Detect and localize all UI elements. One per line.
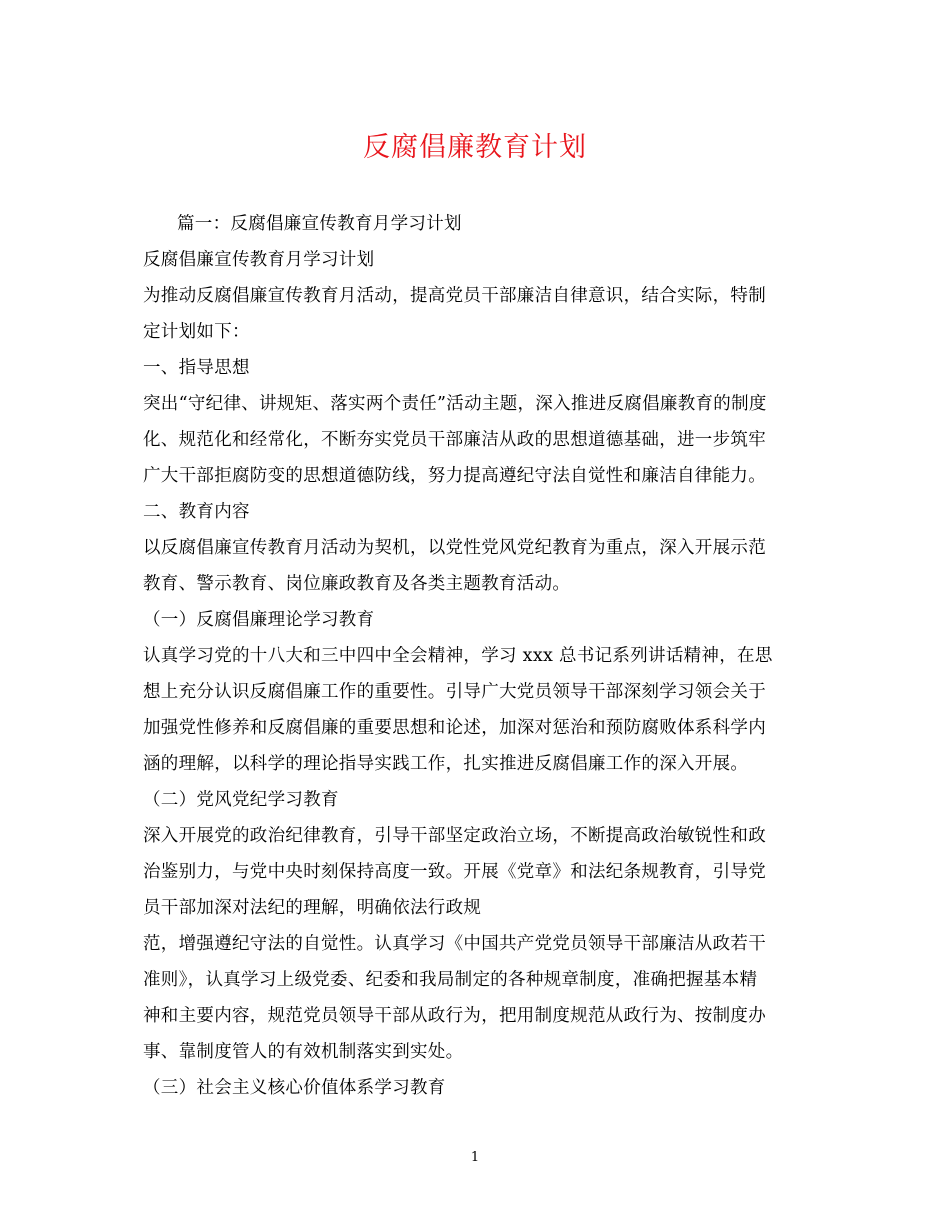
paragraph-line: 教育、警示教育、岗位廉政教育及各类主题教育活动。	[143, 574, 571, 594]
document-title: 反腐倡廉教育计划	[363, 132, 587, 163]
paragraph-line: 准则》，认真学习上级党委、纪委和我局制定的各种规章制度，准确把握基本精	[143, 970, 758, 990]
paragraph-line: 深入开展党的政治纪律教育，引导干部坚定政治立场，不断提高政治敏锐性和政	[143, 826, 766, 846]
paragraph-line: 突出“守纪律、讲规矩、落实两个责任”活动主题，深入推进反腐倡廉教育的制度	[143, 394, 767, 414]
paragraph-line: 以反腐倡廉宣传教育月活动为契机，以党性党风党纪教育为重点，深入开展示范	[143, 538, 766, 558]
section-heading: 一、指导思想	[143, 358, 250, 378]
paragraph-line: 反腐倡廉宣传教育月学习计划	[143, 250, 375, 270]
subsection-heading: （三）社会主义核心价值体系学习教育	[143, 1078, 446, 1098]
paragraph-line: 想上充分认识反腐倡廉工作的重要性。引导广大党员领导干部深刻学习领会关于	[143, 682, 766, 702]
section-heading: 篇一：反腐倡廉宣传教育月学习计划	[177, 214, 462, 234]
page-number: 1	[470, 1150, 480, 1165]
paragraph-line: 认真学习党的十八大和三中四中全会精神，学习 xxx 总书记系列讲话精神，在思	[143, 646, 773, 666]
paragraph-line: 加强党性修养和反腐倡廉的重要思想和论述，加深对惩治和预防腐败体系科学内	[143, 718, 766, 738]
document-body	[143, 206, 803, 1106]
paragraph-line: 为推动反腐倡廉宣传教育月活动，提高党员干部廉洁自律意识，结合实际，特制	[143, 286, 766, 306]
subsection-heading: （一）反腐倡廉理论学习教育	[143, 610, 375, 630]
paragraph-line: 定计划如下：	[143, 322, 250, 342]
paragraph-line: 广大干部拒腐防变的思想道德防线，努力提高遵纪守法自觉性和廉洁自律能力。	[143, 466, 766, 486]
paragraph-line: 员干部加深对法纪的理解，明确依法行政规	[143, 898, 482, 918]
section-heading: 二、教育内容	[143, 502, 250, 522]
paragraph-line: 范，增强遵纪守法的自觉性。认真学习《中国共产党党员领导干部廉洁从政若干	[143, 934, 766, 954]
paragraph-line: 治鉴别力，与党中央时刻保持高度一致。开展《党章》和法纪条规教育，引导党	[143, 862, 766, 882]
paragraph-line: 涵的理解，以科学的理论指导实践工作，扎实推进反腐倡廉工作的深入开展。	[143, 754, 749, 774]
subsection-heading: （二）党风党纪学习教育	[143, 790, 339, 810]
paragraph-line: 事、靠制度管人的有效机制落实到实处。	[143, 1042, 464, 1062]
paragraph-line: 神和主要内容，规范党员领导干部从政行为，把用制度规范从政行为、按制度办	[143, 1006, 766, 1026]
paragraph-line: 化、规范化和经常化，不断夯实党员干部廉洁从政的思想道德基础，进一步筑牢	[143, 430, 766, 450]
